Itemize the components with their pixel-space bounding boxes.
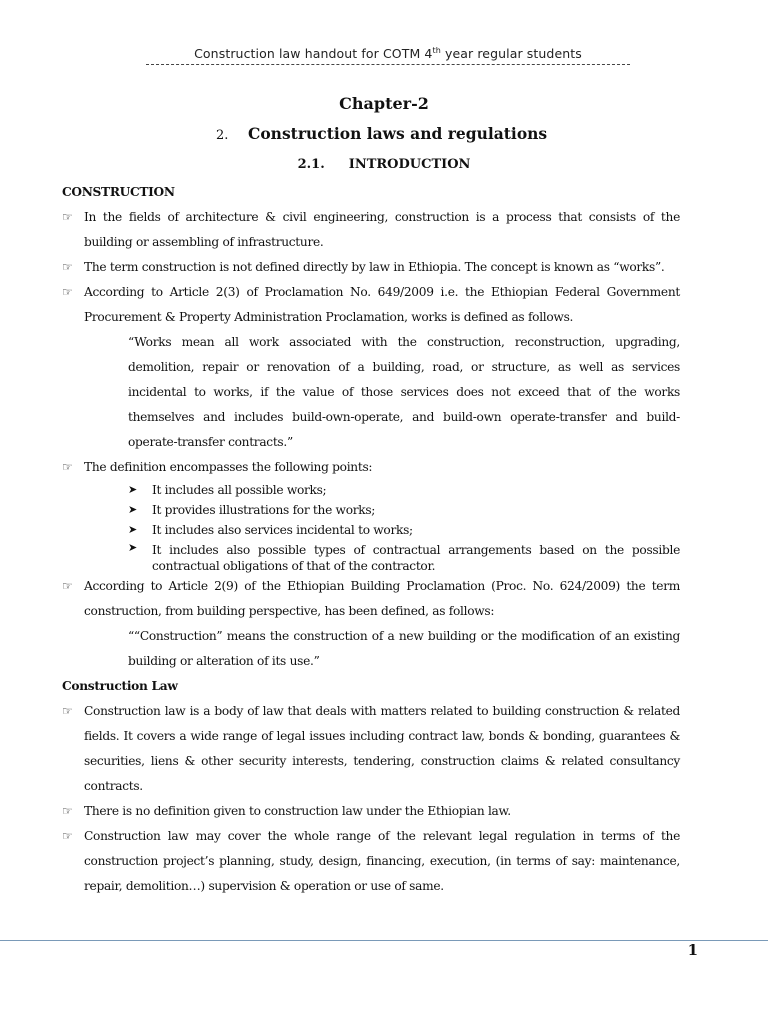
section-title: Construction laws and regulations: [248, 124, 548, 143]
bullet-text: The term construction is not defined directly by law in Ethiopia. The concept is known as “works”.: [84, 260, 665, 274]
subsection-number: 2.1.: [297, 157, 325, 172]
list-item: [128, 540, 680, 574]
pointing-hand-icon: ☞: [62, 829, 73, 843]
arrowhead-icon: ➤: [128, 503, 137, 516]
list-item: [62, 455, 680, 480]
header-text-end: year regular students: [440, 46, 582, 62]
list-item: [128, 520, 680, 540]
list-item: [128, 500, 680, 520]
pointing-hand-icon: ☞: [62, 579, 73, 593]
list-item: [62, 799, 680, 824]
subsection-title: INTRODUCTION: [348, 157, 471, 172]
bullet-text: According to Article 2(9) of the Ethiopian Building Proclamation (Proc. No. 624/2009) the term construction, from building perspective, has been defined, as follows:: [84, 579, 680, 618]
list-item: [62, 205, 680, 255]
pointing-hand-icon: ☞: [62, 260, 73, 274]
subsection-heading: [0, 157, 768, 172]
section-number: 2.: [216, 128, 229, 143]
bullet-text: There is no definition given to construction law under the Ethiopian law.: [84, 804, 511, 818]
list-item: [62, 280, 680, 330]
list-item: [62, 824, 680, 899]
arrowhead-icon: ➤: [128, 523, 137, 536]
point-text: It includes all possible works;: [152, 483, 327, 497]
arrowhead-icon: ➤: [128, 483, 137, 496]
arrowhead-icon: ➤: [128, 541, 137, 554]
construction-definition-quote: ““Construction” means the construction of a new building or the modification of an existing building or alteration of its use.”: [128, 629, 680, 668]
page-header: [148, 46, 628, 61]
header-text: Construction law handout for COTM 4: [194, 46, 433, 62]
list-item: [62, 574, 680, 624]
chapter-title: Chapter-2: [339, 94, 429, 113]
header-superscript: th: [432, 46, 441, 55]
section-heading: [216, 124, 547, 143]
bullet-text: Construction law may cover the whole range of the relevant legal regulation in terms of the construction project’s planning, study, design, financing, execution, (in terms of say: maintenance, repair, demolition…) supervision & operation or use of same.: [84, 829, 680, 893]
construction-law-heading: Construction Law: [62, 679, 178, 693]
pointing-hand-icon: ☞: [62, 285, 73, 299]
list-item: [62, 699, 680, 799]
list-item: [128, 480, 680, 500]
pointing-hand-icon: ☞: [62, 804, 73, 818]
pointing-hand-icon: ☞: [62, 210, 73, 224]
point-text: It provides illustrations for the works;: [152, 503, 376, 517]
pointing-hand-icon: ☞: [62, 460, 73, 474]
footer-divider: [0, 940, 768, 941]
point-text: It includes also services incidental to works;: [152, 523, 413, 537]
bullet-text: Construction law is a body of law that deals with matters related to building construction & related fields. It covers a wide range of legal issues including contract law, bonds & bonding, guarantees & securities, liens & other security interests, tendering, construction claims & related consultancy contracts.: [84, 704, 680, 793]
page-number: 1: [687, 941, 698, 959]
works-definition-quote: “Works mean all work associated with the construction, reconstruction, upgrading, demolition, repair or renovation of a building, road, or structure, as well as services incidental to works, if the value of those services does not exceed that of the works themselves and includes build-own-operate, and build-own operate-transfer and build-operate-transfer contracts.”: [128, 335, 680, 449]
bullet-text: According to Article 2(3) of Proclamation No. 649/2009 i.e. the Ethiopian Federal Government Procurement & Property Administration Proclamation, works is defined as follows.: [84, 285, 680, 324]
pointing-hand-icon: ☞: [62, 704, 73, 718]
construction-heading: CONSTRUCTION: [62, 185, 175, 199]
definition-points-list: [62, 480, 680, 574]
document-body: [62, 180, 680, 899]
bullet-text: The definition encompasses the following points:: [84, 460, 373, 474]
bullet-text: In the fields of architecture & civil engineering, construction is a process that consists of the building or assembling of infrastructure.: [84, 210, 680, 249]
header-divider: [146, 64, 630, 65]
list-item: [62, 255, 680, 280]
point-text: It includes also possible types of contractual arrangements based on the possible contractual obligations of that of the contractor.: [152, 543, 680, 573]
